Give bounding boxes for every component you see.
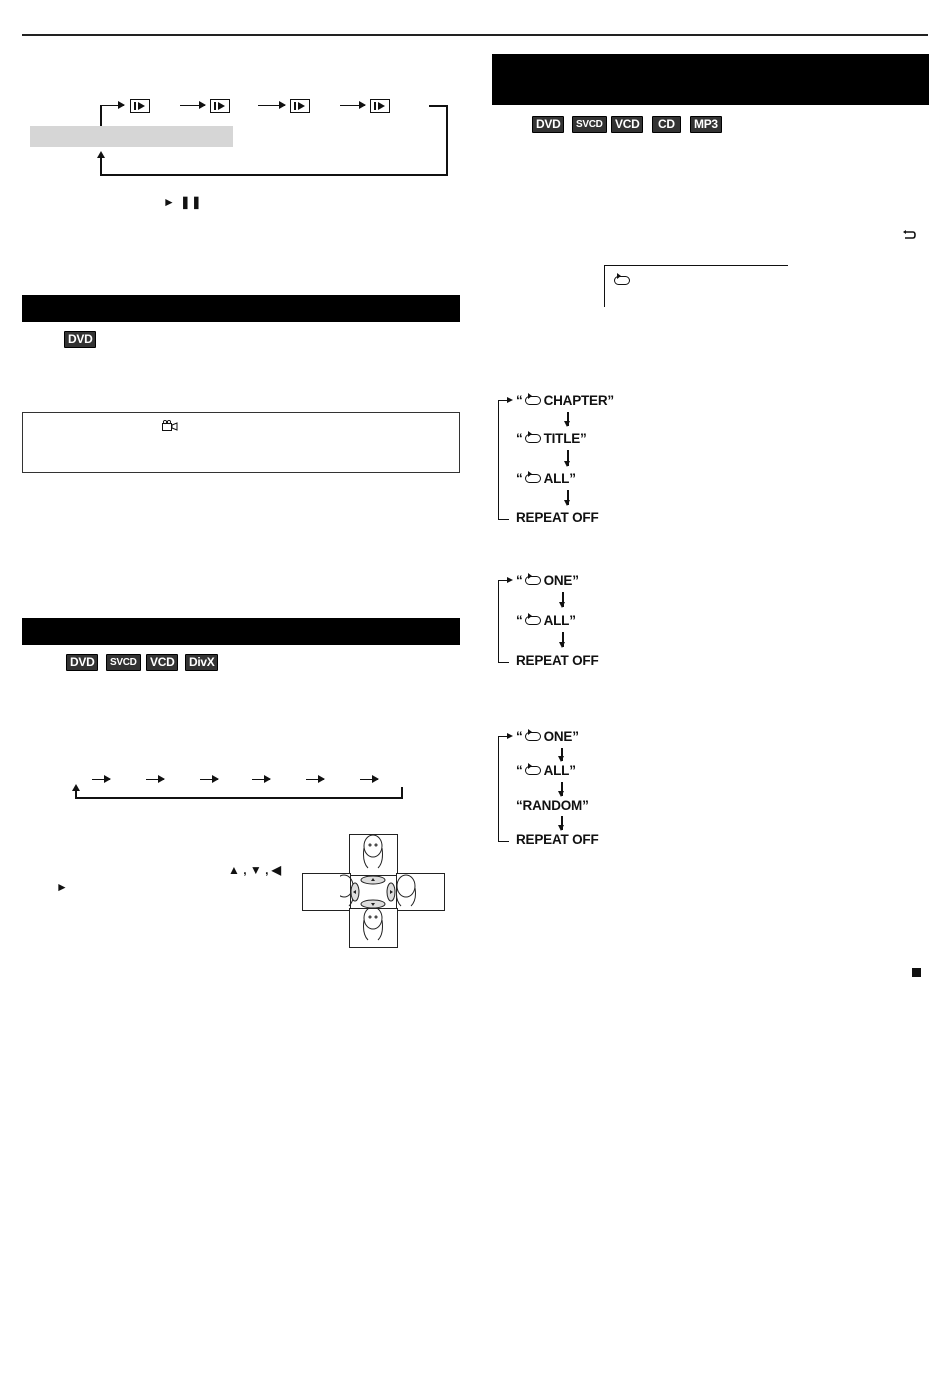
flow-item-chapter: “ CHAPTER” bbox=[516, 393, 614, 408]
play-pause-icon: ► ❚❚ bbox=[163, 195, 203, 209]
osd-callout-line bbox=[604, 265, 605, 307]
flow-item-repeat-off: REPEAT OFF bbox=[516, 510, 599, 525]
repeat-icon bbox=[525, 434, 541, 443]
diagram-arrow bbox=[200, 779, 218, 780]
flow-item-one: “ ONE” bbox=[516, 573, 579, 588]
diagram-arrow bbox=[146, 779, 164, 780]
format-badge-svcd: SVCD bbox=[106, 654, 141, 671]
repeat-icon bbox=[525, 396, 541, 405]
diagram-arrow bbox=[258, 105, 285, 106]
repeat-icon bbox=[525, 616, 541, 625]
note-box bbox=[22, 412, 460, 473]
diagram-line bbox=[100, 105, 102, 127]
step-frame-icon bbox=[370, 99, 390, 113]
diagram-line bbox=[429, 105, 447, 107]
section-bar-angle bbox=[22, 618, 460, 645]
section-bar-repeat bbox=[492, 54, 929, 105]
format-badge-dvd: DVD bbox=[532, 116, 564, 133]
diagram-line bbox=[100, 174, 448, 176]
flow-arrow-down bbox=[562, 592, 564, 607]
flow-bracket bbox=[498, 580, 509, 663]
flow-item-title: “ TITLE” bbox=[516, 431, 587, 446]
format-badge-dvd: DVD bbox=[66, 654, 98, 671]
flow-arrow-down bbox=[567, 490, 569, 505]
format-badge-vcd: VCD bbox=[146, 654, 178, 671]
repeat-icon bbox=[525, 766, 541, 775]
flow-arrow-down bbox=[567, 412, 569, 426]
format-badge-vcd: VCD bbox=[611, 116, 643, 133]
repeat-icon bbox=[525, 732, 541, 741]
flow-arrow-down bbox=[561, 816, 563, 830]
flow-item-repeat-off: REPEAT OFF bbox=[516, 832, 599, 847]
flow-item-all: “ ALL” bbox=[516, 471, 576, 486]
diagram-arrow-up bbox=[97, 151, 105, 158]
flow-arrow-down bbox=[561, 748, 563, 761]
stop-square-icon bbox=[912, 968, 921, 977]
flow-arrow-down bbox=[567, 450, 569, 466]
flow-arrow-down bbox=[561, 782, 563, 796]
flow-bracket bbox=[498, 400, 509, 520]
format-badge-mp3: MP3 bbox=[690, 116, 722, 133]
flow-bracket-arrow bbox=[507, 577, 513, 583]
diagram-arrow bbox=[340, 105, 365, 106]
flow-item-all: “ ALL” bbox=[516, 613, 576, 628]
camera-angle-icon bbox=[162, 420, 178, 432]
section-bar-angle-mark bbox=[22, 295, 460, 322]
diagram-arrow bbox=[252, 779, 270, 780]
diagram-arrow-up bbox=[72, 784, 80, 791]
repeat-icon bbox=[525, 576, 541, 585]
step-frame-icon bbox=[130, 99, 150, 113]
flow-bracket-arrow bbox=[507, 733, 513, 739]
flow-bracket bbox=[498, 736, 509, 842]
osd-callout-line bbox=[604, 265, 788, 266]
diagram-arrow bbox=[100, 105, 124, 106]
diagram-arrow bbox=[180, 105, 205, 106]
flow-item-random: “RANDOM” bbox=[516, 798, 589, 813]
dpad-faces-icon bbox=[340, 826, 460, 951]
format-badge-svcd: SVCD bbox=[572, 116, 607, 133]
flow-item-one: “ ONE” bbox=[516, 729, 579, 744]
top-rule bbox=[22, 34, 928, 36]
dpad-arrow-glyphs: ▲ , ▼ , ◀ bbox=[228, 863, 281, 877]
diagram-line bbox=[446, 105, 448, 175]
repeat-icon bbox=[525, 474, 541, 483]
diagram-arrow bbox=[360, 779, 378, 780]
flow-arrow-down bbox=[562, 632, 564, 647]
step-frame-icon bbox=[210, 99, 230, 113]
repeat-icon bbox=[614, 276, 630, 285]
format-badge-dvd: DVD bbox=[64, 331, 96, 348]
repeat-button-icon bbox=[902, 230, 916, 240]
dpad-right-glyph: ► bbox=[56, 880, 68, 894]
diagram-line bbox=[100, 157, 102, 175]
step-frame-icon bbox=[290, 99, 310, 113]
flow-item-all: “ ALL” bbox=[516, 763, 576, 778]
flow-bracket-arrow bbox=[507, 397, 513, 403]
diagram-line bbox=[75, 797, 403, 799]
flow-item-repeat-off: REPEAT OFF bbox=[516, 653, 599, 668]
format-badge-cd: CD bbox=[652, 116, 681, 133]
diagram-arrow bbox=[92, 779, 110, 780]
highlight-band bbox=[30, 126, 233, 147]
diagram-arrow bbox=[306, 779, 324, 780]
format-badge-divx: DivX bbox=[185, 654, 218, 671]
